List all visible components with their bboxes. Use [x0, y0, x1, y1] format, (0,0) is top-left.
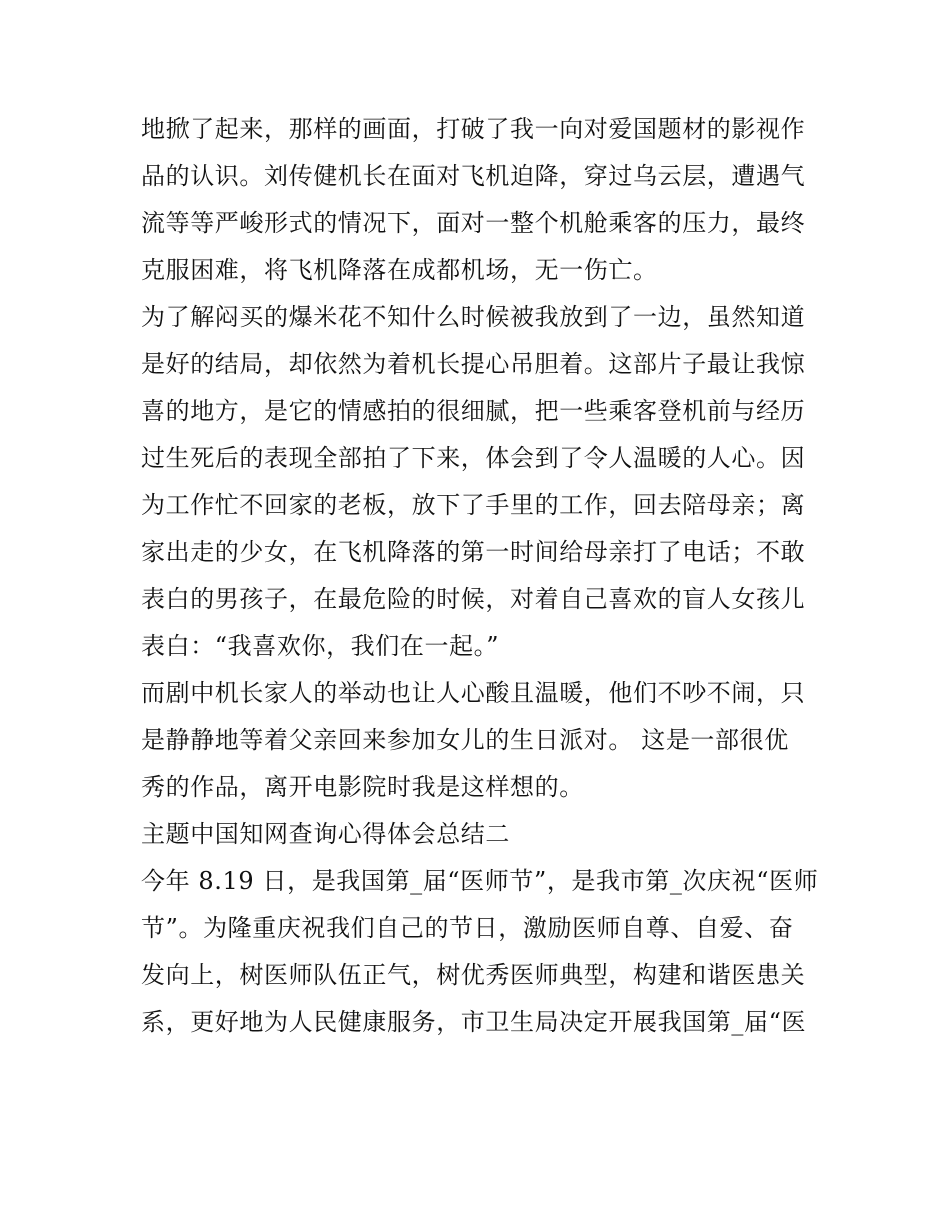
text-line: 是静静地等着父亲回来参加女儿的生日派对。 这是一部很优: [141, 726, 789, 754]
text-line: 表白的男孩子，在最危险的时候，对着自己喜欢的盲人女孩儿: [141, 585, 806, 613]
text-line: 是好的结局，却依然为着机长提心吊胆着。这部片子最让我惊: [141, 350, 806, 378]
text-line: 表白：“我喜欢你，我们在一起。”: [141, 632, 500, 660]
text-line: 为工作忙不回家的老板，放下了手里的工作，回去陪母亲；离: [141, 491, 806, 519]
text-line: 今年 8.19 日，是我国第_届“医师节”，是我市第_次庆祝“医师: [141, 867, 819, 895]
text-line: 地掀了起来，那样的画面，打破了我一向对爱国题材的影视作: [141, 115, 806, 143]
body-text: [141, 106, 821, 1046]
text-line: 节”。为隆重庆祝我们自己的节日，激励医师自尊、自爱、奋: [141, 914, 794, 942]
text-line: 品的认识。刘传健机长在面对飞机迫降，穿过乌云层，遭遇气: [141, 162, 806, 190]
text-line: 克服困难，将飞机降落在成都机场，无一伤亡。: [141, 256, 658, 284]
text-line: 家出走的少女，在飞机降落的第一时间给母亲打了电话；不敢: [141, 538, 806, 566]
section-heading: 主题中国知网查询心得体会总结二: [141, 820, 510, 848]
text-line: 发向上，树医师队伍正气，树优秀医师典型，构建和谐医患关: [141, 961, 806, 989]
text-line: 喜的地方，是它的情感拍的很细腻，把一些乘客登机前与经历: [141, 397, 806, 425]
text-line: 流等等严峻形式的情况下，面对一整个机舱乘客的压力，最终: [141, 209, 806, 237]
text-line: 系，更好地为人民健康服务，市卫生局决定开展我国第_届“医: [141, 1008, 807, 1036]
text-line: 秀的作品，离开电影院时我是这样想的。: [141, 773, 584, 801]
text-line: 而剧中机长家人的举动也让人心酸且温暖，他们不吵不闹，只: [141, 679, 806, 707]
text-line: 过生死后的表现全部拍了下来，体会到了令人温暖的人心。因: [141, 444, 806, 472]
text-line: 为了解闷买的爆米花不知什么时候被我放到了一边，虽然知道: [141, 303, 806, 331]
